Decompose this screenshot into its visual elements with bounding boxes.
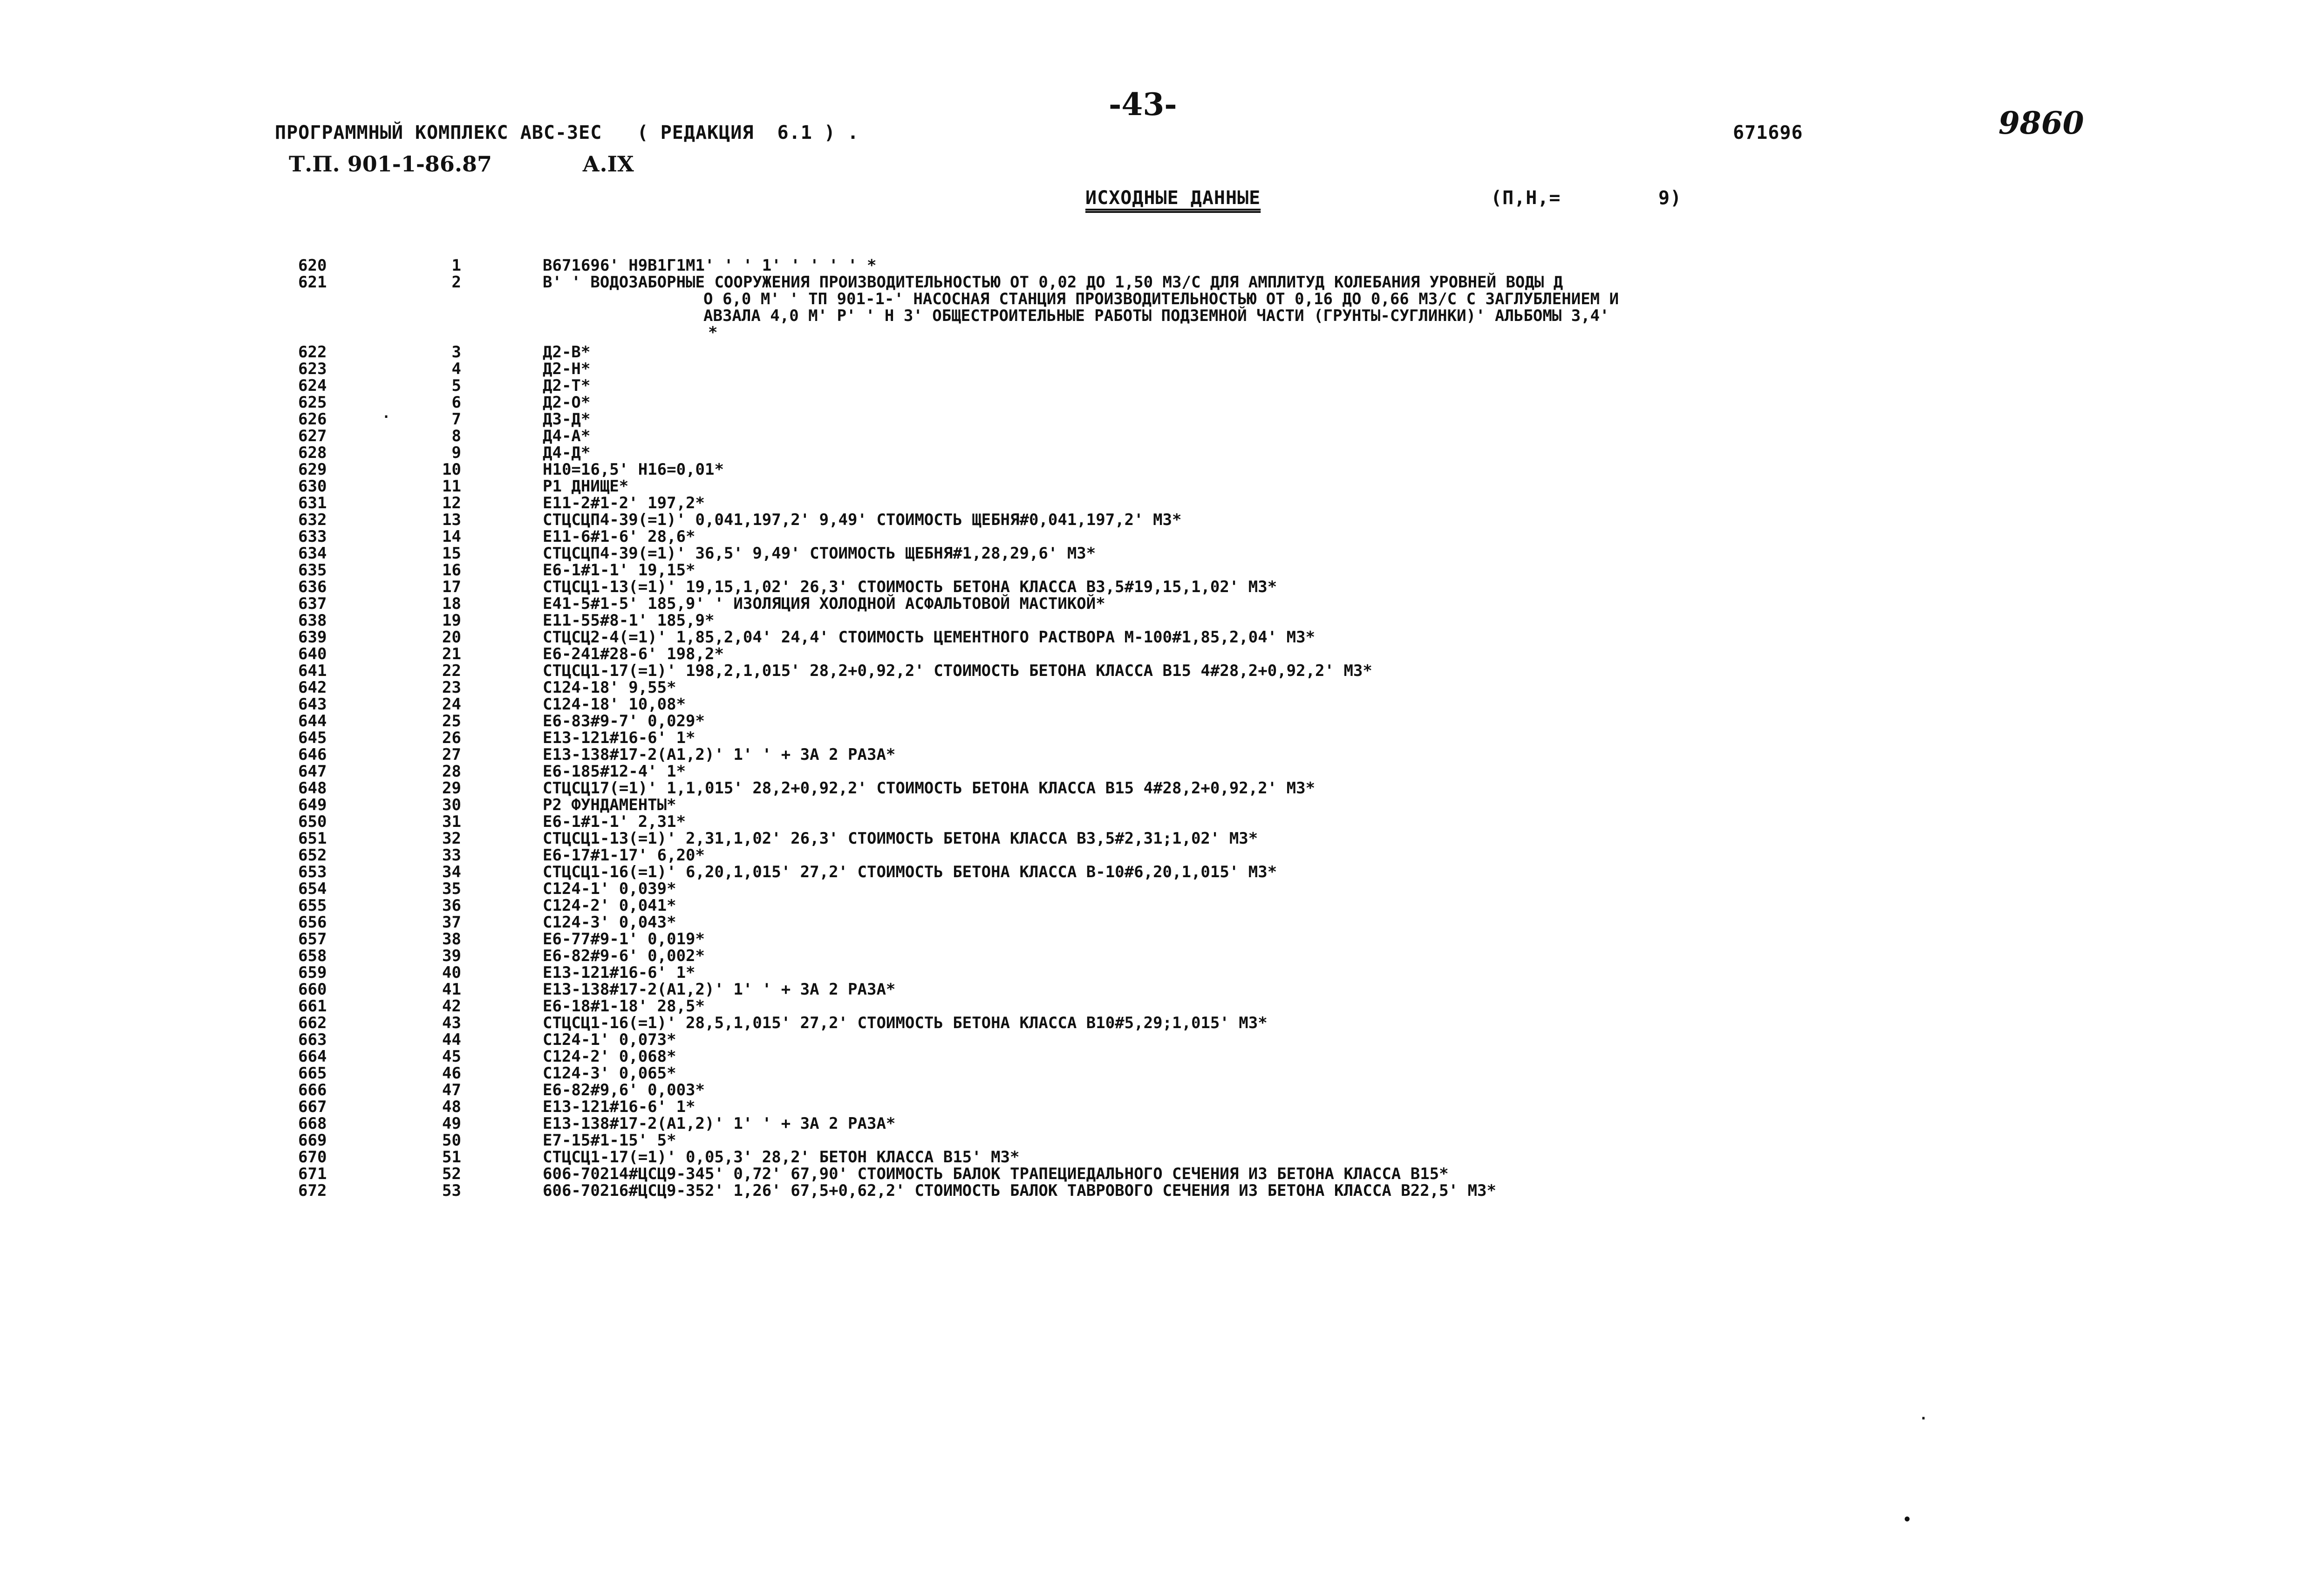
table-row: [0, 964, 2311, 981]
table-row: [0, 679, 2311, 696]
record-text: СТЦСЦП4-39(=1)' 0,041,197,2' 9,49' СТОИМОСТЬ ЩЕБНЯ#0,041,197,2' М3*: [543, 511, 1182, 529]
record-number: 42: [442, 997, 461, 1016]
table-row: [0, 1048, 2311, 1065]
record-text: СТЦСЦ2-4(=1)' 1,85,2,04' 24,4' СТОИМОСТЬ ЦЕМЕНТНОГО РАСТВОРА М-100#1,85,2,04' М3*: [543, 628, 1316, 647]
record-text: Е6-1#1-1' 2,31*: [543, 812, 686, 831]
record-code: 622: [298, 343, 327, 361]
record-number: 20: [442, 628, 461, 647]
record-text: Р2 ФУНДАМЕНТЫ*: [543, 796, 676, 814]
table-row: [0, 257, 2311, 274]
record-number: 17: [442, 578, 461, 596]
record-code: 624: [298, 376, 327, 395]
record-text: Е11-2#1-2' 197,2*: [543, 494, 705, 512]
record-number: 35: [442, 880, 461, 898]
record-text: Е13-121#16-6' 1*: [543, 1098, 695, 1116]
table-row: [0, 444, 2311, 461]
record-text: 606-70214#ЦСЦ9-345' 0,72' 67,90' СТОИМОСТЬ БАЛОК ТРАПЕЦИЕДАЛЬНОГО СЕЧЕНИЯ ИЗ БЕТОНА КЛАССА В15*: [543, 1165, 1449, 1183]
record-text: Е13-121#16-6' 1*: [543, 963, 695, 982]
record-text: СТЦСЦ1-16(=1)' 6,20,1,015' 27,2' СТОИМОСТЬ БЕТОНА КЛАССА В-10#6,20,1,015' М3*: [543, 863, 1277, 881]
table-row: [0, 847, 2311, 864]
table-row: [0, 1166, 2311, 1182]
record-code: 629: [298, 460, 327, 479]
record-code: 641: [298, 662, 327, 680]
table-row: [0, 377, 2311, 394]
record-number: 52: [442, 1165, 461, 1183]
record-code: 645: [298, 729, 327, 747]
record-code: 625: [298, 393, 327, 412]
table-row: [0, 545, 2311, 562]
table-row: [0, 730, 2311, 746]
record-number: 6: [451, 393, 461, 412]
table-row: [0, 461, 2311, 478]
record-text: С124-2' 0,068*: [543, 1047, 676, 1066]
table-row: [0, 813, 2311, 830]
record-number: 27: [442, 745, 461, 764]
record-text: Н10=16,5' Н16=0,01*: [543, 460, 724, 479]
record-code: 627: [298, 427, 327, 445]
record-code: 654: [298, 880, 327, 898]
record-number: 38: [442, 930, 461, 948]
record-code: 658: [298, 947, 327, 965]
record-text: СТЦСЦ1-13(=1)' 19,15,1,02' 26,3' СТОИМОСТЬ БЕТОНА КЛАССА В3,5#19,15,1,02' М3*: [543, 578, 1277, 596]
table-row: [0, 344, 2311, 361]
table-row: [0, 948, 2311, 964]
record-number: 9: [451, 443, 461, 462]
table-row: [0, 428, 2311, 444]
record-text: Е6-17#1-17' 6,20*: [543, 846, 705, 865]
scan-speck: .: [1919, 1407, 1928, 1423]
record-text: АВЗАЛА 4,0 М' Р' ' Н 3' ОБЩЕСТРОИТЕЛЬНЫЕ РАБОТЫ ПОДЗЕМНОЙ ЧАСТИ (ГРУНТЫ-СУГЛИНКИ)' АЛЬБОМЫ 3,4': [703, 307, 1609, 325]
record-code: 662: [298, 1014, 327, 1032]
record-text: Е6-18#1-18' 28,5*: [543, 997, 705, 1016]
record-code: 652: [298, 846, 327, 865]
record-code: 647: [298, 762, 327, 781]
table-row: [0, 1182, 2311, 1199]
record-number: 12: [442, 494, 461, 512]
record-number: 22: [442, 662, 461, 680]
record-code: 661: [298, 997, 327, 1016]
record-code: 630: [298, 477, 327, 496]
record-text: Е6-1#1-1' 19,15*: [543, 561, 695, 580]
record-code: 642: [298, 678, 327, 697]
record-text: Д2-В*: [543, 343, 591, 361]
table-row: [0, 1015, 2311, 1031]
record-text: 606-70216#ЦСЦ9-352' 1,26' 67,5+0,62,2' СТОИМОСТЬ БАЛОК ТАВРОВОГО СЕЧЕНИЯ ИЗ БЕТОНА КЛАССА В22,5' М3*: [543, 1181, 1496, 1200]
table-row: [0, 1115, 2311, 1132]
record-code: 655: [298, 896, 327, 915]
page-number: -43-: [1109, 86, 1177, 123]
record-number: 53: [442, 1181, 461, 1200]
record-code: 639: [298, 628, 327, 647]
record-text: Е13-138#17-2(А1,2)' 1' ' + ЗА 2 РАЗА*: [543, 980, 896, 999]
record-number: 28: [442, 762, 461, 781]
table-row: [0, 646, 2311, 662]
record-code: 656: [298, 913, 327, 932]
table-row: [0, 291, 2311, 307]
record-code: 636: [298, 578, 327, 596]
record-code: 648: [298, 779, 327, 798]
table-row: [0, 880, 2311, 897]
record-number: 3: [451, 343, 461, 361]
record-number: 25: [442, 712, 461, 730]
record-code: 664: [298, 1047, 327, 1066]
record-code: 643: [298, 695, 327, 714]
record-number: 50: [442, 1131, 461, 1150]
table-row: [0, 1065, 2311, 1082]
table-row: [0, 1098, 2311, 1115]
record-number: 30: [442, 796, 461, 814]
record-number: 46: [442, 1064, 461, 1083]
record-text: *: [708, 323, 718, 342]
record-text: Д4-Д*: [543, 443, 591, 462]
record-number: 48: [442, 1098, 461, 1116]
record-number: 1: [451, 256, 461, 275]
record-text: Е13-138#17-2(А1,2)' 1' ' + ЗА 2 РАЗА*: [543, 1114, 896, 1133]
table-row: [0, 411, 2311, 428]
record-text: Е6-83#9-7' 0,029*: [543, 712, 705, 730]
table-row: [0, 1031, 2311, 1048]
table-row: [0, 324, 2311, 341]
record-number: 7: [451, 410, 461, 429]
table-row: [0, 763, 2311, 780]
section-parameter-label: (П,Н,=: [1491, 187, 1561, 209]
record-text: СТЦСЦ1-17(=1)' 198,2,1,015' 28,2+0,92,2' СТОИМОСТЬ БЕТОНА КЛАССА В15 4#28,2+0,92,2' М3*: [543, 662, 1372, 680]
record-number: 26: [442, 729, 461, 747]
record-text: Е13-138#17-2(А1,2)' 1' ' + ЗА 2 РАЗА*: [543, 745, 896, 764]
record-number: 32: [442, 829, 461, 848]
record-code: 653: [298, 863, 327, 881]
section-title: ИСХОДНЫЕ ДАННЫЕ: [1085, 187, 1261, 209]
table-row: [0, 1149, 2311, 1166]
record-code: 632: [298, 511, 327, 529]
table-row: [0, 981, 2311, 998]
record-code: 669: [298, 1131, 327, 1150]
record-number: 19: [442, 611, 461, 630]
record-code: 635: [298, 561, 327, 580]
record-number: 36: [442, 896, 461, 915]
record-text: Е13-121#16-6' 1*: [543, 729, 695, 747]
table-row: [0, 562, 2311, 579]
album-number: А.IХ: [582, 151, 634, 177]
record-text: С124-3' 0,065*: [543, 1064, 676, 1083]
record-code: 665: [298, 1064, 327, 1083]
table-row: [0, 1082, 2311, 1098]
table-row: [0, 746, 2311, 763]
record-text: СТЦСЦ1-16(=1)' 28,5,1,015' 27,2' СТОИМОСТЬ БЕТОНА КЛАССА В10#5,29;1,015' М3*: [543, 1014, 1268, 1032]
record-code: 633: [298, 527, 327, 546]
table-row: [0, 595, 2311, 612]
record-code: 650: [298, 812, 327, 831]
table-row: [0, 495, 2311, 512]
record-code: 646: [298, 745, 327, 764]
table-row: [0, 931, 2311, 948]
record-code: 663: [298, 1030, 327, 1049]
record-number: 31: [442, 812, 461, 831]
record-text: СТЦСЦ1-17(=1)' 0,05,3' 28,2' БЕТОН КЛАССА В15' М3*: [543, 1148, 1020, 1166]
record-number: 43: [442, 1014, 461, 1032]
table-row: [0, 307, 2311, 324]
record-number: 11: [442, 477, 461, 496]
record-number: 24: [442, 695, 461, 714]
table-row: [0, 478, 2311, 495]
handwritten-signature: 9860: [1998, 105, 2084, 141]
record-text: СТЦСЦП4-39(=1)' 36,5' 9,49' СТОИМОСТЬ ЩЕБНЯ#1,28,29,6' М3*: [543, 544, 1096, 563]
record-number: 44: [442, 1030, 461, 1049]
table-row: [0, 1132, 2311, 1149]
record-number: 18: [442, 594, 461, 613]
record-number: 8: [451, 427, 461, 445]
record-number: 37: [442, 913, 461, 932]
record-code: 640: [298, 645, 327, 663]
table-row: [0, 579, 2311, 595]
record-code: 638: [298, 611, 327, 630]
record-text: Е11-55#8-1' 185,9*: [543, 611, 715, 630]
record-number: 41: [442, 980, 461, 999]
table-row: [0, 612, 2311, 629]
record-text: В' ' ВОДОЗАБОРНЫЕ СООРУЖЕНИЯ ПРОИЗВОДИТЕЛЬНОСТЬЮ ОТ 0,02 ДО 1,50 М3/С ДЛЯ АМПЛИТУД КОЛЕБАНИЯ УРОВНЕЙ ВОДЫ Д: [543, 273, 1563, 292]
table-row: [0, 897, 2311, 914]
record-text: Д3-Д*: [543, 410, 591, 429]
record-text: Д2-О*: [543, 393, 591, 412]
record-number: 49: [442, 1114, 461, 1133]
record-text: С124-1' 0,073*: [543, 1030, 676, 1049]
record-code: 631: [298, 494, 327, 512]
record-text: С124-1' 0,039*: [543, 880, 676, 898]
record-text: Е6-77#9-1' 0,019*: [543, 930, 705, 948]
record-number: 34: [442, 863, 461, 881]
scan-speck: •: [1903, 1512, 1912, 1528]
record-number: 39: [442, 947, 461, 965]
record-number: 10: [442, 460, 461, 479]
table-row: [0, 830, 2311, 847]
record-code: 623: [298, 360, 327, 378]
record-text: С124-2' 0,041*: [543, 896, 676, 915]
document-code: 671696: [1733, 122, 1803, 143]
record-code: 670: [298, 1148, 327, 1166]
record-code: 620: [298, 256, 327, 275]
record-number: 5: [451, 376, 461, 395]
record-number: 40: [442, 963, 461, 982]
table-row: [0, 998, 2311, 1015]
record-code: 660: [298, 980, 327, 999]
record-text: Е6-241#28-6' 198,2*: [543, 645, 724, 663]
record-text: Д4-А*: [543, 427, 591, 445]
record-code: 666: [298, 1081, 327, 1099]
record-text: О 6,0 М' ' ТП 901-1-' НАСОСНАЯ СТАНЦИЯ ПРОИЗВОДИТЕЛЬНОСТЬЮ ОТ 0,16 ДО 0,66 М3/С С ЗАГЛУБЛЕНИЕМ И: [703, 290, 1619, 308]
record-text: Е6-82#9,6' 0,003*: [543, 1081, 705, 1099]
record-code: 659: [298, 963, 327, 982]
table-row: [0, 361, 2311, 377]
table-row: [0, 512, 2311, 528]
record-number: 23: [442, 678, 461, 697]
record-number: 2: [451, 273, 461, 292]
record-number: 4: [451, 360, 461, 378]
record-text: Р1 ДНИЩЕ*: [543, 477, 629, 496]
record-code: 649: [298, 796, 327, 814]
record-text: Е6-185#12-4' 1*: [543, 762, 686, 781]
table-row: [0, 394, 2311, 411]
table-row: [0, 274, 2311, 291]
record-text: Д2-Н*: [543, 360, 591, 378]
table-row: [0, 780, 2311, 797]
record-text: С124-18' 9,55*: [543, 678, 676, 697]
scan-speck: .: [382, 405, 391, 422]
record-text: С124-18' 10,08*: [543, 695, 686, 714]
record-number: 21: [442, 645, 461, 663]
table-row: [0, 713, 2311, 730]
record-number: 14: [442, 527, 461, 546]
table-row: [0, 797, 2311, 813]
record-text: Е7-15#1-15' 5*: [543, 1131, 676, 1150]
record-code: 644: [298, 712, 327, 730]
record-number: 51: [442, 1148, 461, 1166]
record-text: Е41-5#1-5' 185,9' ' ИЗОЛЯЦИЯ ХОЛОДНОЙ АСФАЛЬТОВОЙ МАСТИКОЙ*: [543, 594, 1105, 613]
record-number: 47: [442, 1081, 461, 1099]
project-code: Т.П. 901-1-86.87: [289, 151, 492, 177]
record-code: 628: [298, 443, 327, 462]
record-code: 671: [298, 1165, 327, 1183]
records-list: [0, 257, 2311, 1199]
table-row: [0, 528, 2311, 545]
record-text: Е11-6#1-6' 28,6*: [543, 527, 695, 546]
record-code: 626: [298, 410, 327, 429]
record-text: С124-3' 0,043*: [543, 913, 676, 932]
record-text: Е6-82#9-6' 0,002*: [543, 947, 705, 965]
table-row: [0, 629, 2311, 646]
record-text: СТЦСЦ17(=1)' 1,1,015' 28,2+0,92,2' СТОИМОСТЬ БЕТОНА КЛАССА В15 4#28,2+0,92,2' М3*: [543, 779, 1316, 798]
record-text: В671696' Н9В1Г1М1' ' ' 1' ' ' ' ' *: [543, 256, 877, 275]
record-number: 29: [442, 779, 461, 798]
program-header: ПРОГРАММНЫЙ КОМПЛЕКС АВС-ЗЕС ( РЕДАКЦИЯ 6.1 ) .: [275, 122, 859, 143]
table-row: [0, 864, 2311, 880]
record-code: 657: [298, 930, 327, 948]
table-row: [0, 696, 2311, 713]
record-number: 16: [442, 561, 461, 580]
record-number: 15: [442, 544, 461, 563]
table-row: [0, 914, 2311, 931]
section-parameter-value: 9): [1658, 187, 1682, 209]
record-code: 668: [298, 1114, 327, 1133]
record-number: 13: [442, 511, 461, 529]
record-number: 45: [442, 1047, 461, 1066]
record-code: 634: [298, 544, 327, 563]
record-code: 667: [298, 1098, 327, 1116]
record-text: СТЦСЦ1-13(=1)' 2,31,1,02' 26,3' СТОИМОСТЬ БЕТОНА КЛАССА В3,5#2,31;1,02' М3*: [543, 829, 1258, 848]
record-number: 33: [442, 846, 461, 865]
table-row: [0, 662, 2311, 679]
record-code: 672: [298, 1181, 327, 1200]
record-code: 651: [298, 829, 327, 848]
record-code: 621: [298, 273, 327, 292]
record-code: 637: [298, 594, 327, 613]
record-text: Д2-Т*: [543, 376, 591, 395]
